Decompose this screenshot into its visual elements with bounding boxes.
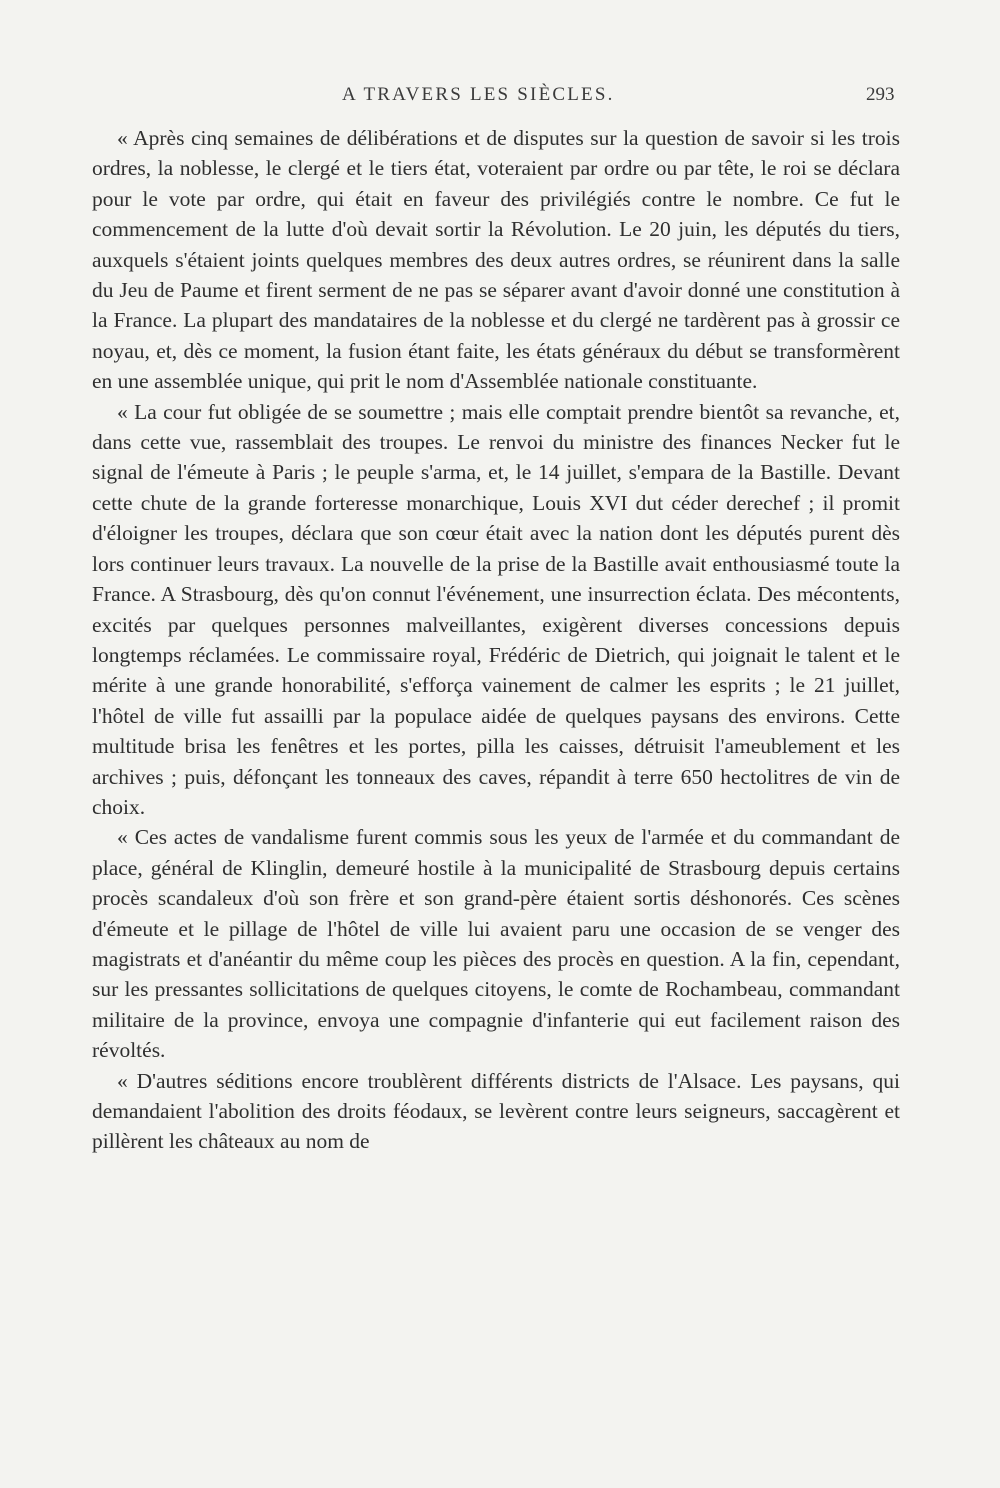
- paragraph-4: « D'autres séditions encore troublèrent différents districts de l'Alsace. Les paysans, qui demandaient l'abolition des droits féodaux, se levèrent contre leurs seigneurs, saccagèrent et pillèrent les châteaux au nom de: [92, 1068, 900, 1154]
- page-number: 293: [866, 84, 895, 105]
- running-head: [0, 84, 1000, 114]
- paragraph-1: « Après cinq semaines de délibérations et de disputes sur la question de savoir si les trois ordres, la noblesse, le clergé et le tiers état, voteraient par ordre ou par tête, le roi se déclara pour le vote par ordre, qui était en faveur des privilégiés contre le nombre. Ce fut le commencement de la lutte d'où devait sortir la Révolution. Le 20 juin, les députés du tiers, auxquels s'étaient joints quelques membres des deux autres ordres, se réunirent dans la salle du Jeu de Paume et firent serment de ne pas se séparer avant d'avoir donné une constitution à la France. La plupart des mandataires de la noblesse et du clergé ne tardèrent pas à grossir ce noyau, et, dès ce moment, la fusion étant faite, les états généraux du début se transformèrent en une assemblée unique, qui prit le nom d'Assemblée nationale constituante.: [92, 126, 900, 394]
- paragraph-2: « La cour fut obligée de se soumettre ; mais elle comptait prendre bientôt sa revanche, et, dans cette vue, rassemblait des troupes. Le renvoi du ministre des finances Necker fut le signal de l'émeute à Paris ; le peuple s'arma, et, le 14 juillet, s'empara de la Bastille. Devant cette chute de la grande forteresse monarchique, Louis XVI dut céder derechef ; il promit d'éloigner les troupes, déclara que son cœur était avec la nation dont les députés purent dès lors continuer leurs travaux. La nouvelle de la prise de la Bastille avait enthousiasmé toute la France. A Strasbourg, dès qu'on connut l'événement, une insurrection éclata. Des mécontents, excités par quelques personnes malveillantes, exigèrent diverses concessions depuis longtemps réclamées. Le commissaire royal, Frédéric de Dietrich, qui joignait le talent et le mérite à une grande honorabilité, s'efforça vainement de calmer les esprits ; le 21 juillet, l'hôtel de ville fut assailli par la populace aidée de quelques paysans des environs. Cette multitude brisa les fenêtres et les portes, pilla les caisses, détruisit l'ameublement et les archives ; puis, défonçant les tonneaux des caves, répandit à terre 650 hectolitres de vin de choix.: [92, 399, 900, 819]
- body-text: [92, 123, 900, 1157]
- running-title: A TRAVERS LES SIÈCLES.: [342, 84, 615, 105]
- paragraph-3: « Ces actes de vandalisme furent commis sous les yeux de l'armée et du commandant de place, général de Klinglin, demeuré hostile à la municipalité de Strasbourg depuis certains procès scandaleux d'où son frère et son grand-père étaient sortis déshonorés. Ces scènes d'émeute et le pillage de l'hôtel de ville lui avaient paru une occasion de se venger des magistrats et d'anéantir du même coup les pièces des procès en question. A la fin, cependant, sur les pressantes sollicitations de quelques citoyens, le comte de Rochambeau, commandant militaire de la province, envoya une compagnie d'infanterie qui eut facilement raison des révoltés.: [92, 825, 900, 1063]
